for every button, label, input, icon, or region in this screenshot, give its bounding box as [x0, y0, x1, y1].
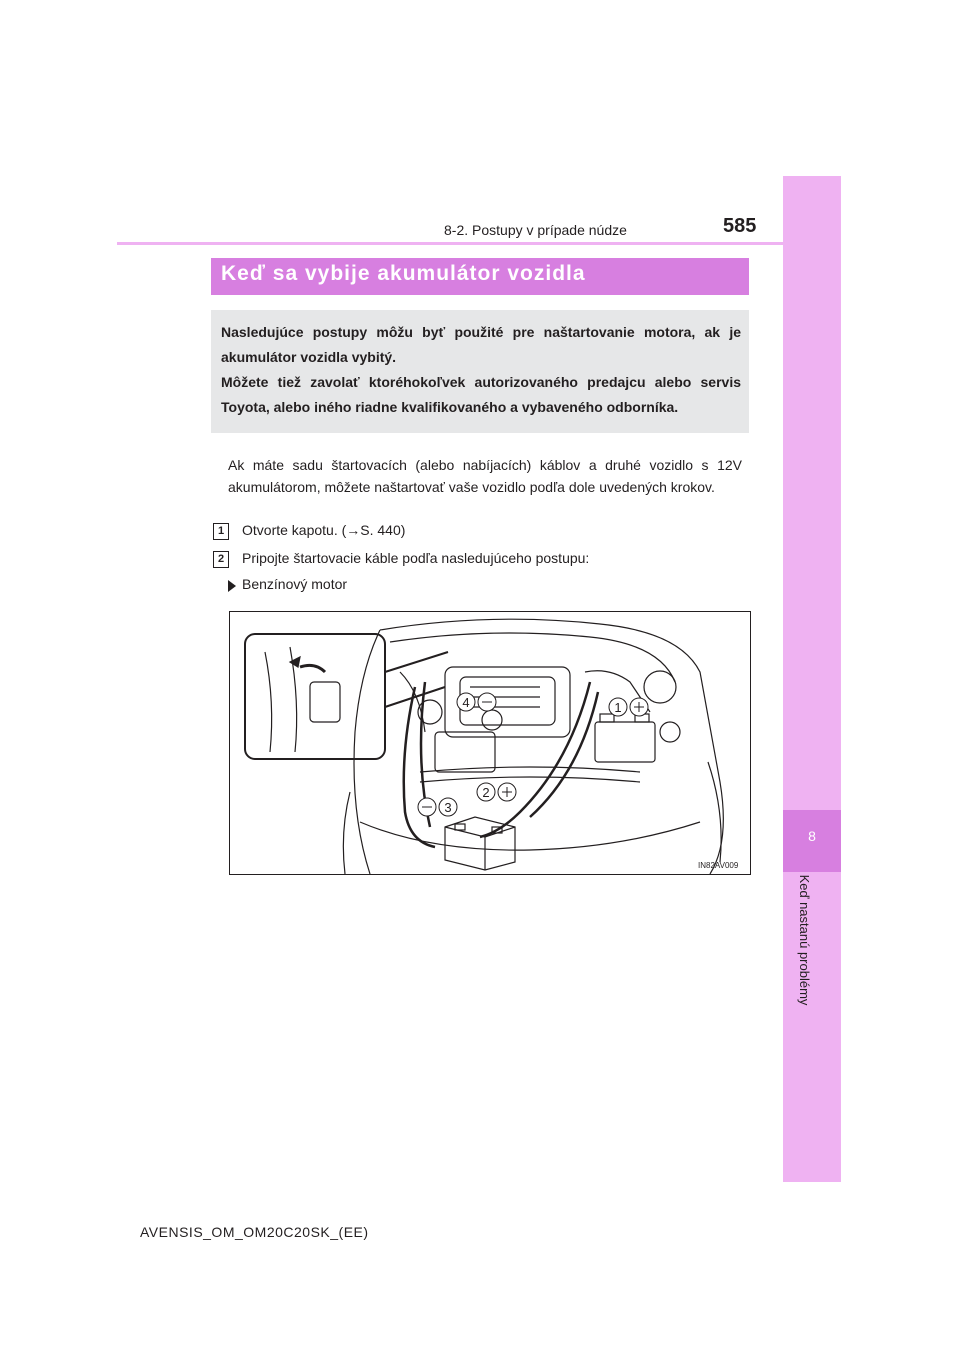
intro-paragraph-1: Nasledujúce postupy môžu byť použité pre naštartovanie motora, ak je akumulátor vozidla vybitý.: [221, 324, 741, 365]
page-number: 585: [723, 215, 757, 237]
engine-bay-drawing: [230, 612, 750, 874]
header-rule: [117, 242, 841, 245]
engine-illustration: [229, 611, 751, 875]
document-footer: AVENSIS_OM_OM20C20SK_(EE): [140, 1224, 369, 1240]
body-paragraph: Ak máte sadu štartovacích (alebo nabíjacích) káblov a druhé vozidlo s 12V akumulátorom, môžete naštartovať vaše vozidlo podľa dole uvedených krokov.: [228, 457, 742, 495]
bullet-label: Benzínový motor: [242, 576, 348, 592]
page-title: Keď sa vybije akumulátor vozidla: [221, 262, 586, 285]
chapter-number: 8: [808, 828, 816, 844]
section-heading: 8-2. Postupy v prípade núdze: [444, 222, 627, 238]
chapter-title: Keď nastanú problémy: [797, 874, 812, 1006]
step-2-badge: 2: [213, 551, 229, 568]
callout-1: 1: [614, 700, 622, 715]
callout-3: 3: [444, 800, 452, 815]
bullet-arrow-icon: [228, 580, 236, 592]
callout-4: 4: [462, 695, 470, 710]
intro-paragraph-2: Môžete tiež zavolať ktoréhokoľvek autorizovaného predajcu alebo servis Toyota, alebo iného riadne kvalifikovaného a vybaveného odborníka.: [221, 374, 741, 415]
callout-2: 2: [482, 785, 490, 800]
chapter-side-tab: [783, 176, 841, 1182]
step-1-text: Otvorte kapotu. (→S. 440): [242, 522, 406, 538]
step-1-badge: 1: [213, 523, 229, 540]
step-2-text: Pripojte štartovacie káble podľa nasledujúceho postupu:: [242, 550, 590, 566]
figure-code: IN82AV009: [698, 861, 739, 870]
